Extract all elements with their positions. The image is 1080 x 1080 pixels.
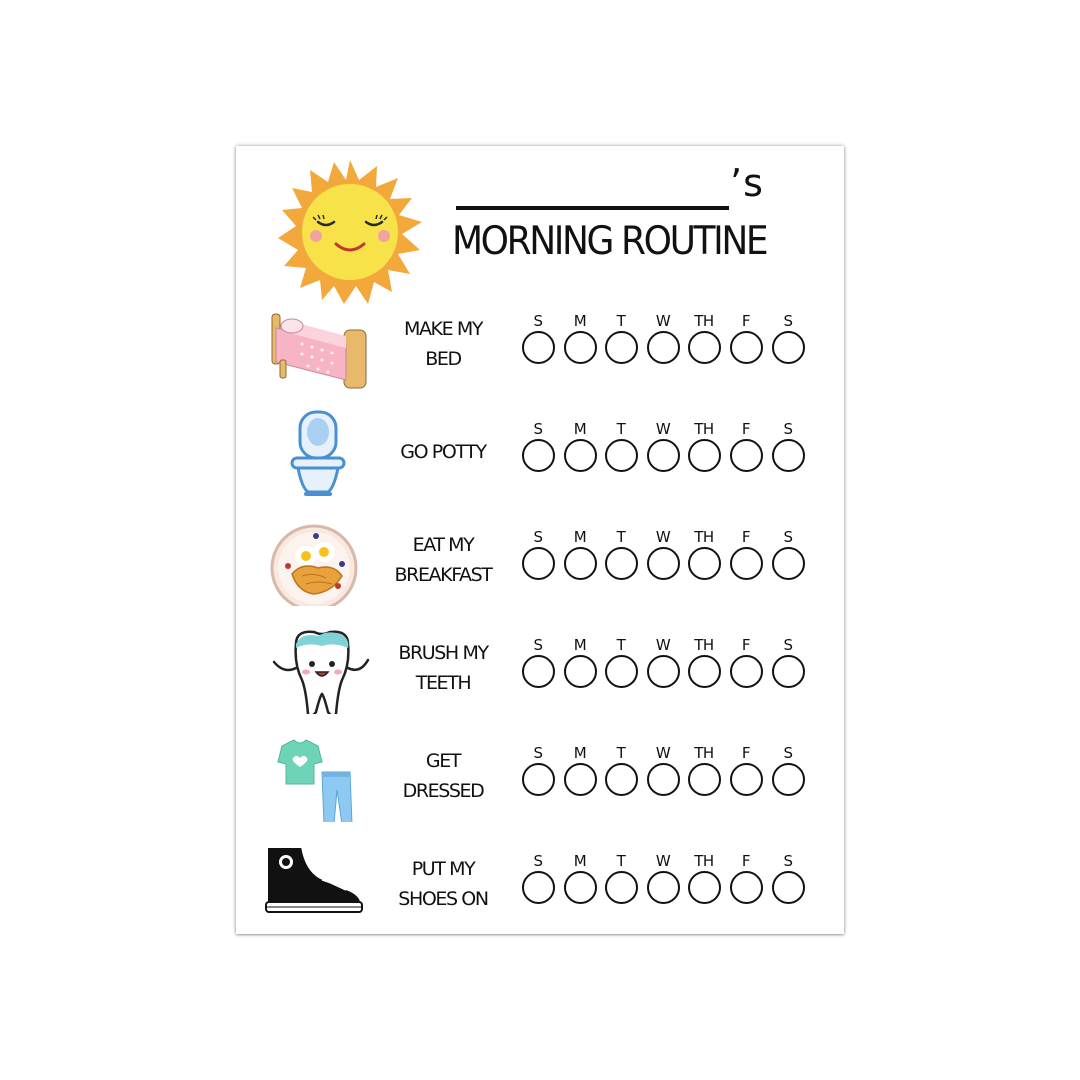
day-checkbox[interactable] (605, 763, 638, 796)
day-friday (728, 530, 764, 580)
smiling-sun-icon (262, 160, 438, 304)
day-friday (728, 854, 764, 904)
day-checkbox[interactable] (522, 655, 555, 688)
day-sunday (520, 422, 556, 472)
routine-chart-sheet (236, 146, 844, 934)
day-letter: S (533, 420, 543, 438)
day-sunday (520, 314, 556, 364)
day-checkbox[interactable] (772, 763, 805, 796)
day-letter: S (533, 852, 543, 870)
day-checkbox[interactable] (772, 871, 805, 904)
day-checkbox[interactable] (605, 439, 638, 472)
day-checkbox[interactable] (688, 331, 721, 364)
day-monday (562, 530, 598, 580)
task-row-go-potty (236, 408, 844, 498)
day-checkbox[interactable] (730, 547, 763, 580)
day-monday (562, 638, 598, 688)
day-checkbox[interactable] (688, 655, 721, 688)
day-checkbox[interactable] (605, 547, 638, 580)
day-letter: F (741, 312, 751, 330)
day-checkbox[interactable] (730, 871, 763, 904)
day-thursday (686, 746, 722, 796)
day-checkbox[interactable] (772, 439, 805, 472)
task-row-get-dressed (236, 732, 844, 822)
day-friday (728, 638, 764, 688)
day-saturday (770, 638, 806, 688)
page-title: MORNING ROUTINE (452, 219, 767, 265)
day-checkbox[interactable] (730, 655, 763, 688)
day-checkbox[interactable] (688, 871, 721, 904)
day-letter: F (741, 420, 751, 438)
day-letter: S (783, 852, 793, 870)
weekday-checklist (520, 408, 810, 498)
task-label: EAT MY BREAKFAST (394, 534, 492, 586)
weekday-checklist (520, 624, 810, 714)
day-letter: TH (694, 744, 714, 762)
day-letter: M (573, 636, 587, 654)
day-checkbox[interactable] (647, 439, 680, 472)
name-blank-line[interactable] (456, 206, 729, 210)
day-wednesday (645, 854, 681, 904)
day-monday (562, 422, 598, 472)
day-checkbox[interactable] (522, 763, 555, 796)
day-saturday (770, 854, 806, 904)
day-letter: TH (694, 636, 714, 654)
day-checkbox[interactable] (647, 871, 680, 904)
day-letter: S (783, 312, 793, 330)
task-label: PUT MY SHOES ON (398, 858, 488, 910)
day-checkbox[interactable] (772, 331, 805, 364)
day-monday (562, 746, 598, 796)
day-letter: T (616, 852, 626, 870)
day-letter: S (533, 636, 543, 654)
day-sunday (520, 854, 556, 904)
day-letter: TH (694, 312, 714, 330)
tooth-icon (262, 624, 372, 714)
day-tuesday (603, 638, 639, 688)
task-row-make-bed (236, 300, 844, 390)
day-monday (562, 854, 598, 904)
day-tuesday (603, 314, 639, 364)
day-letter: T (616, 528, 626, 546)
day-letter: T (616, 312, 626, 330)
day-letter: S (783, 420, 793, 438)
day-letter: TH (694, 852, 714, 870)
task-row-eat-breakfast (236, 516, 844, 606)
task-label: GET DRESSED (402, 750, 484, 802)
day-checkbox[interactable] (564, 763, 597, 796)
day-letter: S (533, 312, 543, 330)
day-sunday (520, 746, 556, 796)
day-thursday (686, 422, 722, 472)
day-checkbox[interactable] (564, 439, 597, 472)
weekday-checklist (520, 732, 810, 822)
day-letter: M (573, 528, 587, 546)
day-saturday (770, 314, 806, 364)
day-letter: TH (694, 420, 714, 438)
day-letter: F (741, 528, 751, 546)
day-letter: S (783, 636, 793, 654)
day-letter: T (616, 420, 626, 438)
day-thursday (686, 530, 722, 580)
day-checkbox[interactable] (772, 547, 805, 580)
task-label: BRUSH MY TEETH (398, 642, 488, 694)
day-thursday (686, 854, 722, 904)
day-checkbox[interactable] (688, 439, 721, 472)
day-letter: W (655, 852, 671, 870)
day-checkbox[interactable] (647, 331, 680, 364)
day-checkbox[interactable] (688, 547, 721, 580)
day-wednesday (645, 314, 681, 364)
day-friday (728, 746, 764, 796)
name-possessive-suffix: ’s (730, 161, 764, 205)
day-letter: T (616, 636, 626, 654)
day-letter: F (741, 636, 751, 654)
day-tuesday (603, 854, 639, 904)
day-letter: M (573, 852, 587, 870)
day-letter: M (573, 312, 587, 330)
breakfast-plate-icon (262, 516, 372, 606)
weekday-checklist (520, 300, 810, 390)
day-letter: S (533, 744, 543, 762)
day-letter: M (573, 744, 587, 762)
day-sunday (520, 530, 556, 580)
day-thursday (686, 638, 722, 688)
day-letter: W (655, 312, 671, 330)
day-thursday (686, 314, 722, 364)
day-wednesday (645, 422, 681, 472)
day-checkbox[interactable] (647, 547, 680, 580)
day-checkbox[interactable] (522, 439, 555, 472)
day-letter: W (655, 528, 671, 546)
day-checkbox[interactable] (605, 871, 638, 904)
day-tuesday (603, 422, 639, 472)
task-row-brush-teeth (236, 624, 844, 714)
day-checkbox[interactable] (522, 871, 555, 904)
day-friday (728, 422, 764, 472)
day-sunday (520, 638, 556, 688)
task-label: MAKE MY BED (403, 318, 483, 370)
day-saturday (770, 422, 806, 472)
day-letter: S (783, 744, 793, 762)
day-wednesday (645, 746, 681, 796)
day-friday (728, 314, 764, 364)
day-checkbox[interactable] (647, 763, 680, 796)
day-tuesday (603, 530, 639, 580)
day-letter: F (741, 852, 751, 870)
day-checkbox[interactable] (730, 763, 763, 796)
day-letter: S (783, 528, 793, 546)
clothes-icon (262, 732, 372, 822)
toilet-icon (262, 408, 372, 498)
day-checkbox[interactable] (772, 655, 805, 688)
day-checkbox[interactable] (605, 655, 638, 688)
day-checkbox[interactable] (564, 655, 597, 688)
day-saturday (770, 530, 806, 580)
day-letter: W (655, 744, 671, 762)
day-checkbox[interactable] (688, 763, 721, 796)
day-letter: W (655, 420, 671, 438)
day-letter: W (655, 636, 671, 654)
day-checkbox[interactable] (730, 331, 763, 364)
day-wednesday (645, 638, 681, 688)
weekday-checklist (520, 516, 810, 606)
day-checkbox[interactable] (522, 547, 555, 580)
day-letter: M (573, 420, 587, 438)
weekday-checklist (520, 840, 810, 930)
day-checkbox[interactable] (522, 331, 555, 364)
day-checkbox[interactable] (730, 439, 763, 472)
day-letter: F (741, 744, 751, 762)
day-checkbox[interactable] (564, 331, 597, 364)
bed-icon (262, 300, 372, 390)
day-letter: T (616, 744, 626, 762)
day-checkbox[interactable] (605, 331, 638, 364)
task-label: GO POTTY (400, 441, 486, 463)
day-monday (562, 314, 598, 364)
day-wednesday (645, 530, 681, 580)
day-letter: S (533, 528, 543, 546)
sneaker-icon (262, 840, 372, 930)
day-saturday (770, 746, 806, 796)
task-row-put-shoes-on (236, 840, 844, 930)
day-tuesday (603, 746, 639, 796)
day-checkbox[interactable] (564, 871, 597, 904)
day-letter: TH (694, 528, 714, 546)
day-checkbox[interactable] (564, 547, 597, 580)
day-checkbox[interactable] (647, 655, 680, 688)
